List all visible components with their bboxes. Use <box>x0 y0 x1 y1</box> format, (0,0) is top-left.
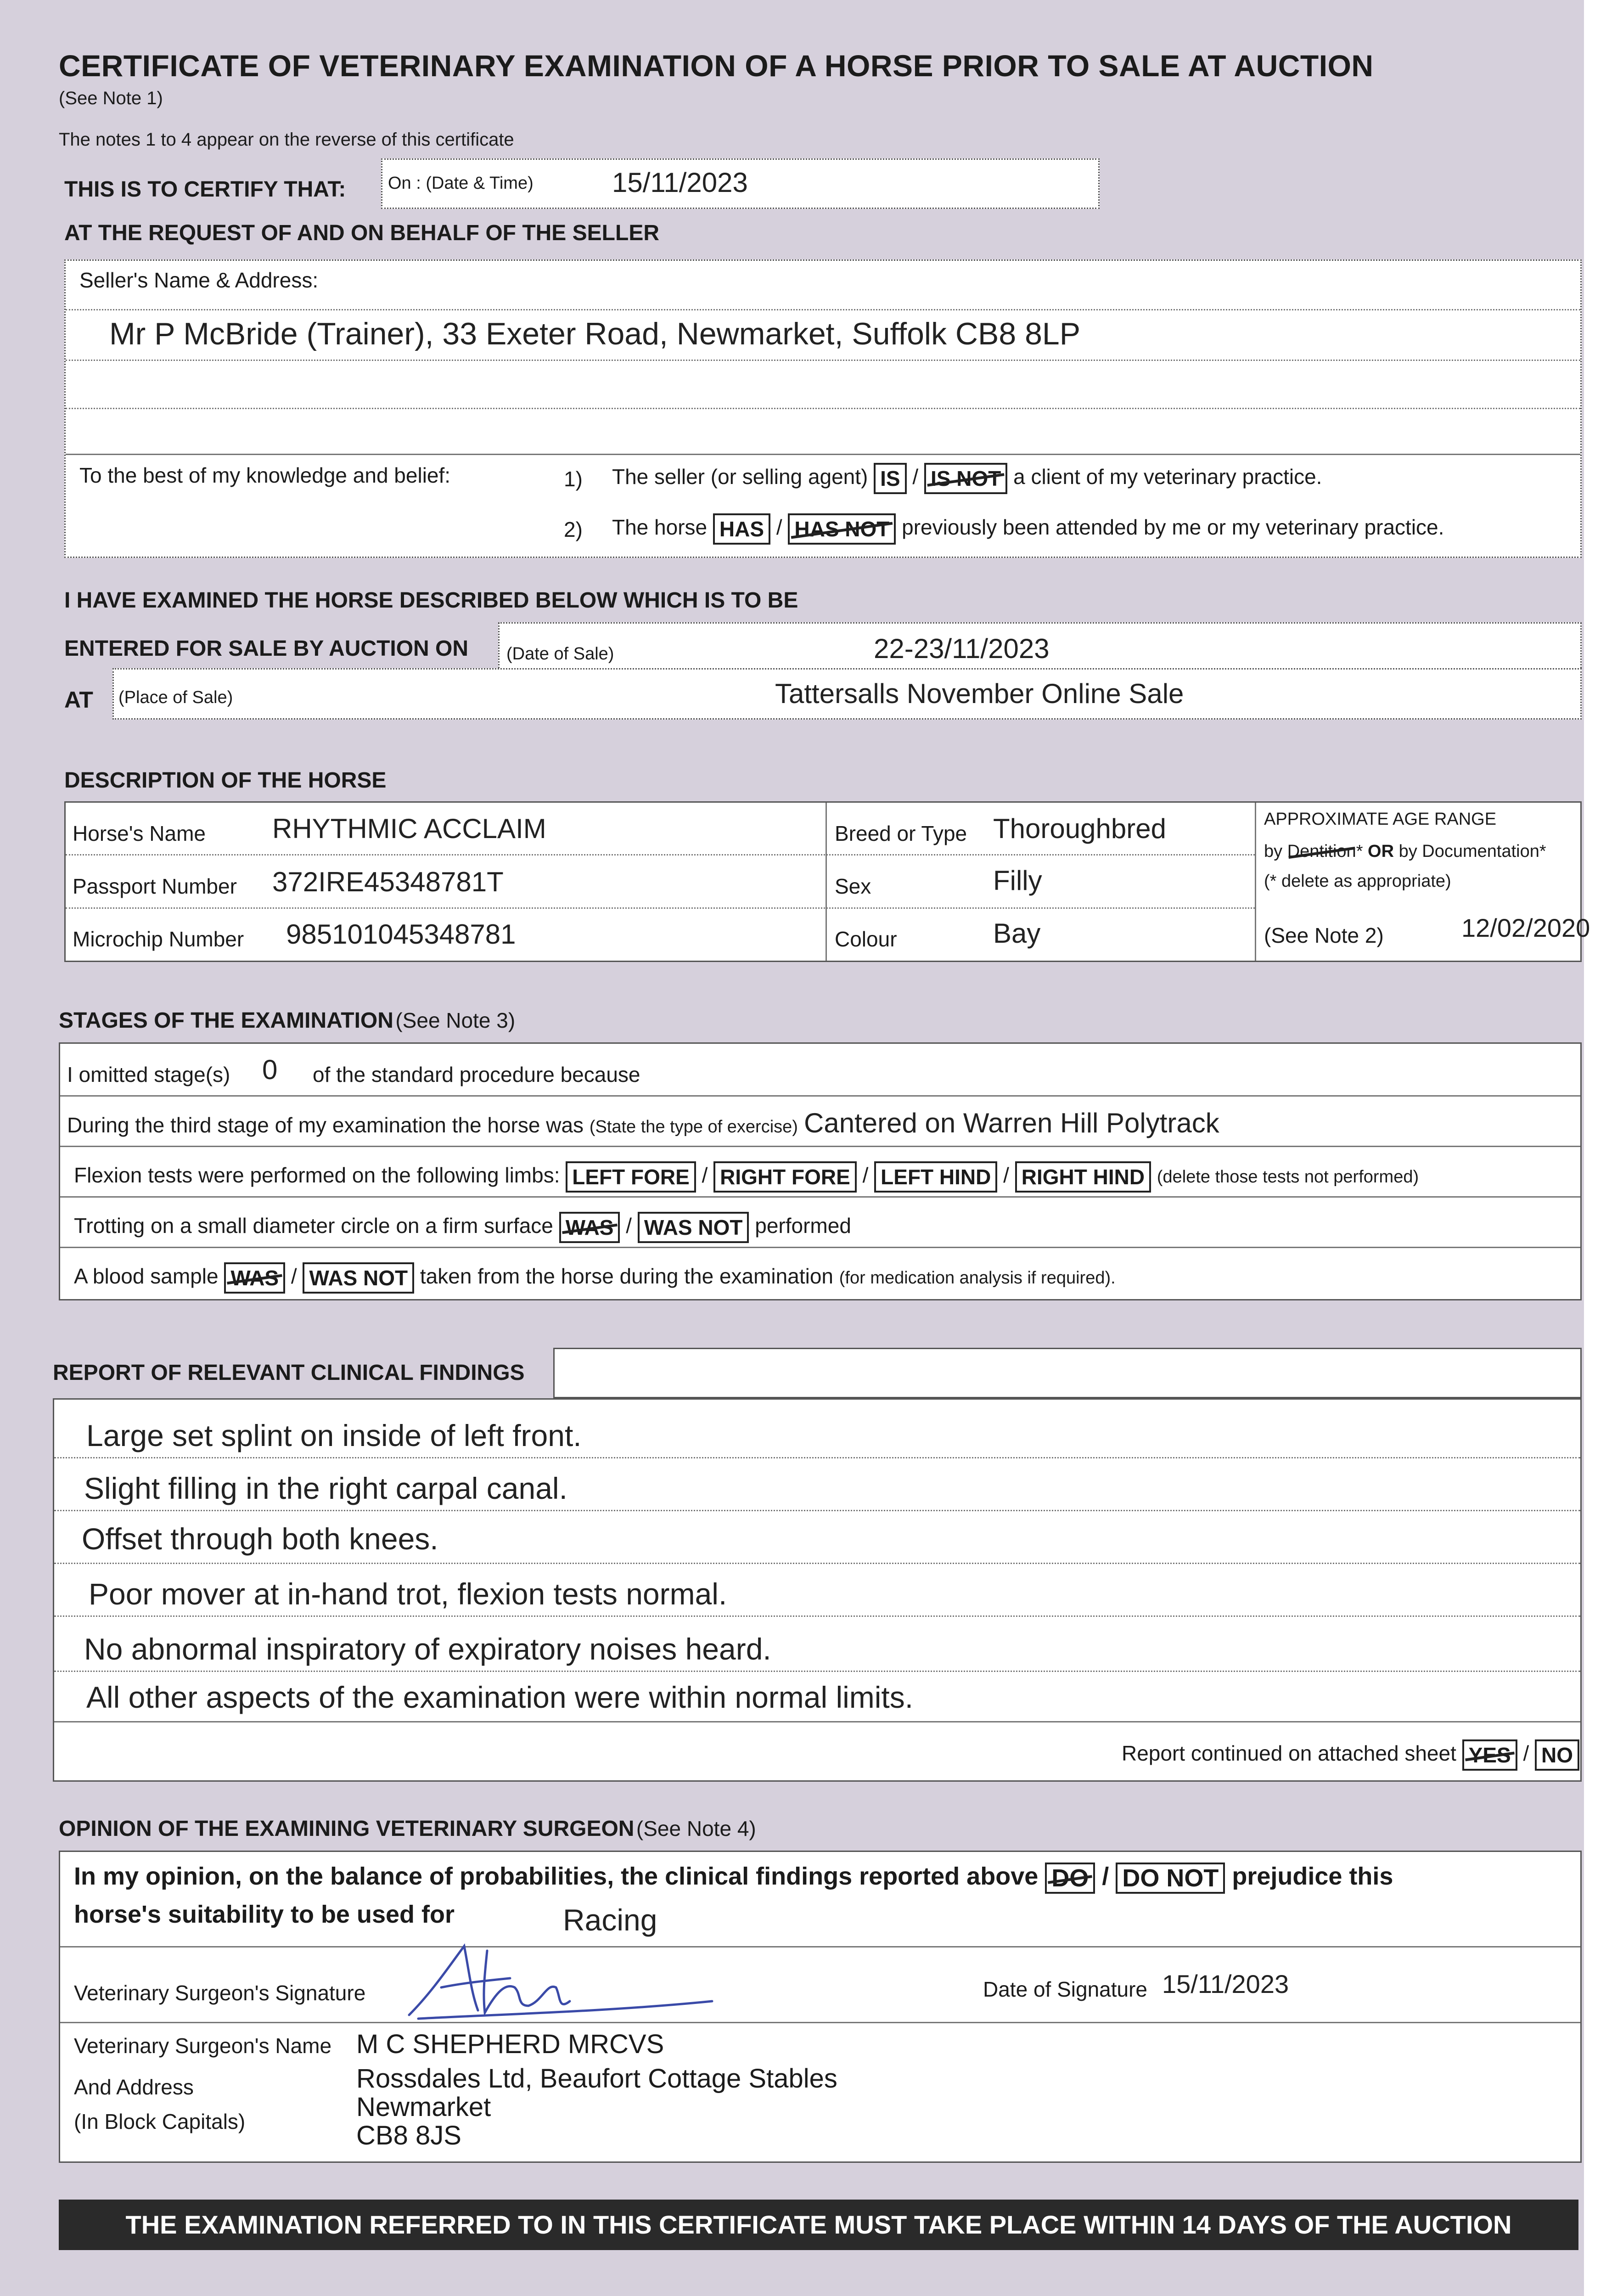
place-of-sale-label: (Place of Sale) <box>118 688 233 707</box>
on-date-label: On : (Date & Time) <box>388 174 534 193</box>
blood-suffix: taken from the horse during the examination <box>420 1264 833 1289</box>
age-by: by <box>1264 842 1283 861</box>
horse-name-value[interactable]: RHYTHMIC ACCLAIM <box>272 813 546 844</box>
continued-label: Report continued on attached sheet <box>1122 1741 1456 1766</box>
examined-label: I HAVE EXAMINED THE HORSE DESCRIBED BELOW WHICH IS TO BE <box>64 588 798 613</box>
seller-box <box>64 259 1582 558</box>
breed-label: Breed or Type <box>835 822 967 845</box>
age-or: OR <box>1368 842 1394 861</box>
certificate-title: CERTIFICATE OF VETERINARY EXAMINATION OF A HORSE PRIOR TO SALE AT AUCTION <box>59 49 1374 83</box>
opinion-do-not-option[interactable]: DO NOT <box>1116 1863 1225 1894</box>
opinion-text-b: prejudice this <box>1232 1863 1393 1890</box>
slash-separator: / <box>1523 1741 1529 1766</box>
item2-number: 2) <box>564 518 583 541</box>
stages-heading-line <box>59 1008 515 1033</box>
finding-line-3[interactable]: Offset through both knees. <box>82 1522 438 1556</box>
age-by-documentation[interactable]: by Documentation* <box>1398 842 1546 861</box>
blood-note: (for medication analysis if required). <box>839 1268 1116 1288</box>
age-delete-note: (* delete as appropriate) <box>1264 872 1451 891</box>
at-label: AT <box>64 687 93 713</box>
seller-name-label: Seller's Name & Address: <box>79 268 319 292</box>
slash-separator: / <box>626 1214 632 1238</box>
finding-line-1[interactable]: Large set splint on inside of left front. <box>86 1418 582 1452</box>
age-see-note-2: (See Note 2) <box>1264 923 1384 947</box>
horse-attended-statement <box>612 513 1444 545</box>
place-of-sale-field[interactable] <box>112 668 1582 720</box>
trot-was-option[interactable]: WAS <box>559 1212 620 1243</box>
exam-date-field[interactable] <box>381 158 1100 209</box>
footer-banner: THE EXAMINATION REFERRED TO IN THIS CERTIFICATE MUST TAKE PLACE WITHIN 14 DAYS OF THE AUCTION <box>59 2200 1578 2250</box>
age-dentition-mark: * <box>1356 842 1363 861</box>
item1-text: The seller (or selling agent) <box>612 465 868 489</box>
blood-was-not-option[interactable]: WAS NOT <box>303 1262 414 1294</box>
opinion-note: (See Note 4) <box>636 1817 756 1840</box>
opinion-text-c: horse's suitability to be used for <box>74 1901 455 1928</box>
flexion-note: (delete those tests not performed) <box>1157 1167 1419 1187</box>
passport-value[interactable]: 372IRE45348781T <box>272 867 504 897</box>
signature-stroke <box>409 1946 712 2019</box>
slash-separator: / <box>776 515 782 540</box>
continued-line <box>1122 1739 1579 1771</box>
horse-name-label: Horse's Name <box>73 822 206 845</box>
breed-value[interactable]: Thoroughbred <box>993 813 1166 844</box>
microchip-label: Microchip Number <box>73 927 244 951</box>
passport-label: Passport Number <box>73 874 237 898</box>
item2-suffix: previously been attended by me or my veterinary practice. <box>902 515 1444 540</box>
block-capitals-label: (In Block Capitals) <box>74 2110 246 2133</box>
seller-client-statement <box>612 463 1322 494</box>
trot-suffix: performed <box>755 1214 851 1238</box>
continued-yes-option[interactable]: YES <box>1462 1739 1517 1771</box>
slash-separator: / <box>862 1163 869 1187</box>
place-of-sale-value: Tattersalls November Online Sale <box>775 678 1184 709</box>
blood-line <box>74 1262 1116 1294</box>
slash-separator: / <box>291 1264 297 1289</box>
date-of-signature-label: Date of Signature <box>983 1977 1148 2001</box>
colour-label: Colour <box>835 927 897 951</box>
opinion-box <box>59 1851 1582 2163</box>
microchip-value[interactable]: 985101045348781 <box>286 919 516 950</box>
colour-value[interactable]: Bay <box>993 918 1041 949</box>
age-dentition[interactable]: Dentition <box>1287 842 1356 861</box>
findings-box <box>53 1398 1582 1782</box>
findings-heading: REPORT OF RELEVANT CLINICAL FINDINGS <box>53 1361 525 1385</box>
request-label: AT THE REQUEST OF AND ON BEHALF OF THE SELLER <box>64 221 659 245</box>
age-date-value[interactable]: 12/02/2020 <box>1461 913 1590 942</box>
address-label: And Address <box>74 2075 194 2099</box>
flexion-line <box>74 1161 1419 1193</box>
omitted-label: I omitted stage(s) <box>67 1063 230 1086</box>
blood-was-option[interactable]: WAS <box>224 1262 285 1294</box>
has-not-option[interactable]: HAS NOT <box>788 513 896 545</box>
vet-name-value[interactable]: M C SHEPHERD MRCVS <box>356 2029 664 2059</box>
flexion-label: Flexion tests were performed on the following limbs: <box>74 1163 560 1187</box>
stages-note: (See Note 3) <box>395 1008 516 1032</box>
opinion-text-a: In my opinion, on the balance of probabilities, the clinical findings reported above <box>74 1863 1039 1890</box>
slash-separator: / <box>1003 1163 1009 1187</box>
intended-use-value[interactable]: Racing <box>563 1903 657 1937</box>
belief-label: To the best of my knowledge and belief: <box>79 463 451 487</box>
flexion-right-hind[interactable]: RIGHT HIND <box>1015 1161 1151 1193</box>
item2-text: The horse <box>612 515 708 540</box>
trot-line <box>74 1212 851 1243</box>
slash-separator: / <box>1102 1863 1109 1890</box>
date-of-sale-label: (Date of Sale) <box>506 644 614 664</box>
finding-line-6[interactable]: All other aspects of the examination were within normal limits. <box>86 1680 914 1714</box>
blood-label: A blood sample <box>74 1264 219 1289</box>
vet-address-line-2[interactable]: Newmarket <box>356 2092 491 2122</box>
omitted-value[interactable]: 0 <box>262 1054 278 1085</box>
vet-signature <box>391 1937 721 2024</box>
trot-label: Trotting on a small diameter circle on a firm surface <box>74 1214 553 1238</box>
third-stage-value[interactable]: Cantered on Warren Hill Polytrack <box>804 1108 1219 1138</box>
continued-no-option[interactable]: NO <box>1535 1739 1579 1771</box>
third-stage-line <box>67 1113 798 1137</box>
item1-number: 1) <box>564 467 583 491</box>
flexion-right-fore[interactable]: RIGHT FORE <box>713 1161 857 1193</box>
is-not-option[interactable]: IS NOT <box>924 463 1007 494</box>
vet-name-label: Veterinary Surgeon's Name <box>74 2034 332 2058</box>
date-of-signature-value[interactable]: 15/11/2023 <box>1162 1970 1289 1998</box>
omitted-suffix: of the standard procedure because <box>313 1063 640 1086</box>
see-note-1: (See Note 1) <box>59 88 163 108</box>
has-option[interactable]: HAS <box>713 513 770 545</box>
slash-separator: / <box>912 465 919 489</box>
opinion-do-option[interactable]: DO <box>1045 1863 1095 1894</box>
age-range-heading: APPROXIMATE AGE RANGE <box>1264 810 1497 829</box>
horse-description-table <box>64 801 1590 962</box>
third-stage-label: During the third stage of my examination the horse was <box>67 1113 584 1137</box>
findings-heading-field <box>553 1348 1582 1398</box>
is-option[interactable]: IS <box>874 463 906 494</box>
finding-line-2[interactable]: Slight filling in the right carpal canal. <box>84 1471 567 1505</box>
description-heading: DESCRIPTION OF THE HORSE <box>64 768 387 793</box>
finding-line-4[interactable]: Poor mover at in-hand trot, flexion tests normal. <box>89 1577 727 1611</box>
finding-line-5[interactable]: No abnormal inspiratory of expiratory noises heard. <box>84 1632 771 1666</box>
sex-label: Sex <box>835 874 871 898</box>
seller-name-address[interactable]: Mr P McBride (Trainer), 33 Exeter Road, Newmarket, Suffolk CB8 8LP <box>109 316 1081 351</box>
exam-date-value: 15/11/2023 <box>612 167 748 198</box>
certify-label: THIS IS TO CERTIFY THAT: <box>64 177 346 202</box>
vet-address-line-1[interactable]: Rossdales Ltd, Beaufort Cottage Stables <box>356 2064 837 2093</box>
stages-box <box>59 1042 1582 1300</box>
flexion-left-hind[interactable]: LEFT HIND <box>874 1161 997 1193</box>
age-method-line <box>1264 842 1546 861</box>
entered-label: ENTERED FOR SALE BY AUCTION ON <box>64 636 469 661</box>
sale-date-value[interactable]: 22-23/11/2023 <box>874 633 1050 664</box>
sex-value[interactable]: Filly <box>993 865 1042 896</box>
opinion-heading-line <box>59 1816 756 1841</box>
signature-label: Veterinary Surgeon's Signature <box>74 1981 366 2005</box>
stages-heading: STAGES OF THE EXAMINATION <box>59 1008 393 1033</box>
opinion-heading: OPINION OF THE EXAMINING VETERINARY SURGEON <box>59 1817 635 1841</box>
third-stage-hint: (State the type of exercise) <box>589 1117 798 1137</box>
trot-was-not-option[interactable]: WAS NOT <box>638 1212 749 1243</box>
opinion-statement <box>74 1862 1393 1894</box>
vet-address-line-3[interactable]: CB8 8JS <box>356 2121 461 2150</box>
flexion-left-fore[interactable]: LEFT FORE <box>566 1161 696 1193</box>
notes-line: The notes 1 to 4 appear on the reverse of this certificate <box>59 129 514 150</box>
item1-suffix: a client of my veterinary practice. <box>1013 465 1322 489</box>
slash-separator: / <box>702 1163 708 1187</box>
